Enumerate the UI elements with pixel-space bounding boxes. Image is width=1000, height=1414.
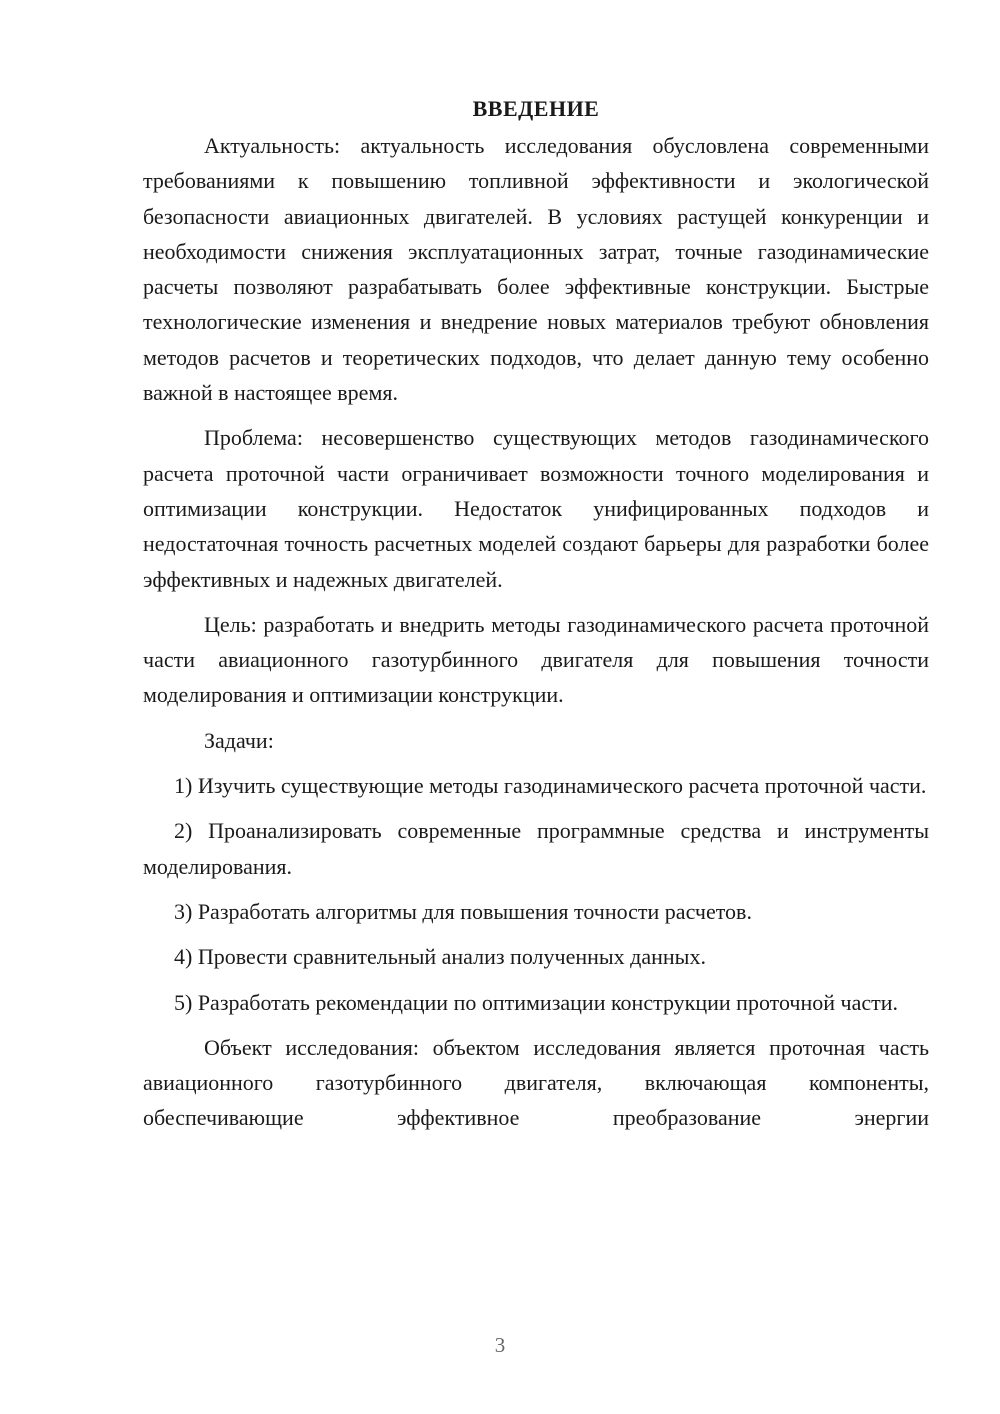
paragraph-relevance: Актуальность: актуальность исследования обусловлена современными требованиями к повышению топливной эффективности и экологической безопасности авиационных двигателей. В условиях растущей конкуренции и необходимости снижения эксплуатационных затрат, точные газодинамические расчеты позволяют разрабатывать более эффективные конструкции. Быстрые технологические изменения и внедрение новых материалов требуют обновления методов расчетов и теоретических подходов, что делает данную тему особенно важной в настоящее время. (143, 133, 929, 406)
task-item: 1) Изучить существующие методы газодинамического расчета проточной части. (174, 773, 927, 799)
paragraph-object: Объект исследования: объектом исследования является проточная часть авиационного газотурбинного двигателя, включающая компоненты, обеспечивающие эффективное преобразование энергии (143, 1034, 929, 1131)
document-page (143, 94, 929, 1136)
paragraph-goal: Цель: разработать и внедрить методы газодинамического расчета проточной части авиационного газотурбинного двигателя для повышения точности моделирования и оптимизации конструкции. (143, 611, 929, 708)
task-item: 4) Провести сравнительный анализ полученных данных. (174, 944, 706, 970)
task-item: 3) Разработать алгоритмы для повышения точности расчетов. (174, 898, 752, 924)
tasks-label: Задачи: (204, 727, 274, 753)
task-item: 2) Проанализировать современные программные средства и инструменты моделирования. (143, 818, 929, 879)
section-heading: ВВЕДЕНИЕ (472, 96, 600, 121)
task-item: 5) Разработать рекомендации по оптимизации конструкции проточной части. (174, 989, 899, 1015)
paragraph-problem: Проблема: несовершенство существующих методов газодинамического расчета проточной части ограничивает возможности точного моделирования и оптимизации конструкции. Недостаток унифицированных подходов и недостаточная точность расчетных моделей создают барьеры для разработки более эффективных и надежных двигателей. (143, 425, 929, 592)
page-number: 3 (494, 1333, 506, 1357)
